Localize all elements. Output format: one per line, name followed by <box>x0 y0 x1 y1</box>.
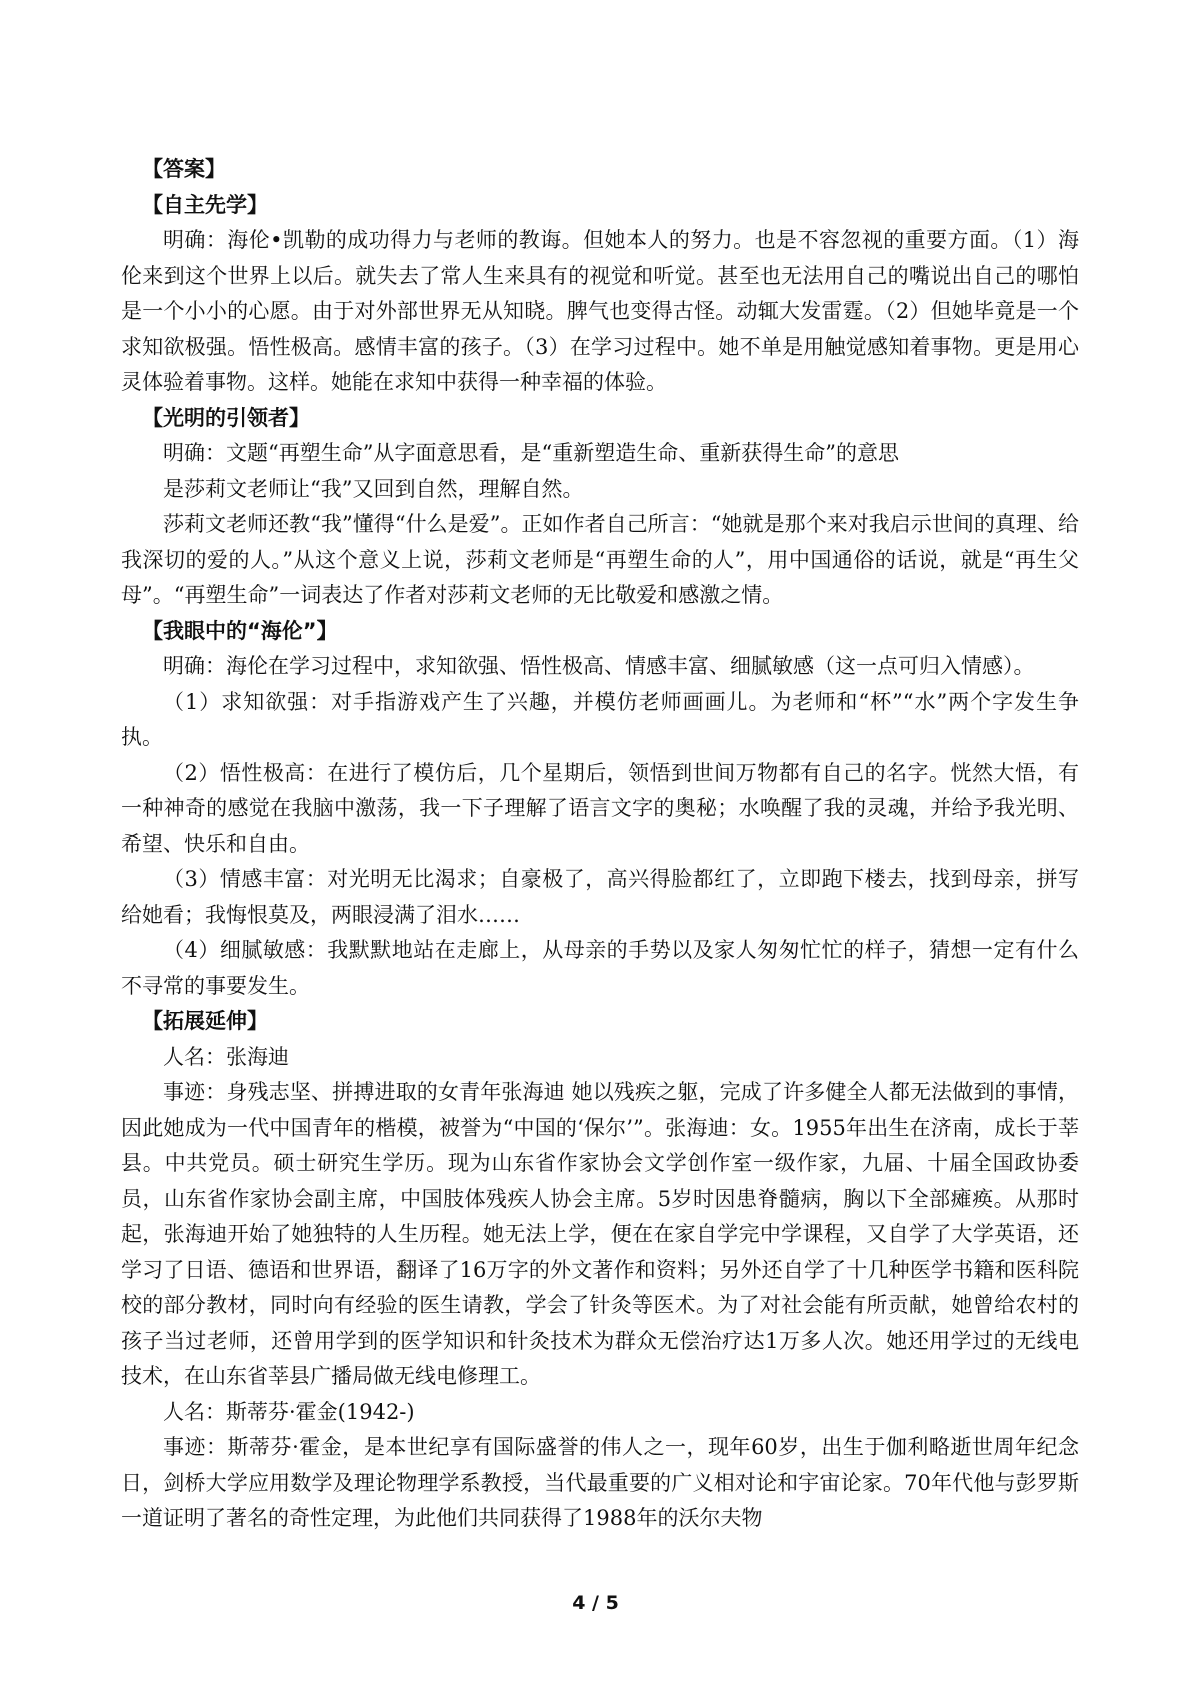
extension-heading: 【拓展延伸】 <box>142 1009 268 1033</box>
extension-person-2-name: 人名：斯蒂芬·霍金(1942-) <box>163 1399 415 1424</box>
helen-paragraph-1: 明确：海伦在学习过程中，求知欲强、悟性极高、情感丰富、细腻敏感（这一点可归入情感）。 <box>163 654 1035 678</box>
helen-heading: 【我眼中的“海伦”】 <box>142 618 338 643</box>
answer-heading: 【答案】 <box>142 157 226 181</box>
page-number: 4 / 5 <box>572 1592 619 1614</box>
self-study-paragraph: 明确：海伦•凯勒的成功得力与老师的教诲。但她本人的努力。也是不容忽视的重要方面。（1）海伦来到这个世界上以后。就失去了常人生来具有的视觉和听觉。甚至也无法用自己的嘴说出自己的哪怕是一个小小的心愿。由于对外部世界无从知晓。脾气也变得古怪。动辄大发雷霆。（2）但她毕竟是一个求知欲极强。悟性极高。感情丰富的孩子。（3）在学习过程中。她不单是用触觉感知着事物。更是用心灵体验着事物。这样。她能在求知中获得一种幸福的体验。 <box>121 228 1079 394</box>
guide-heading: 【光明的引领者】 <box>142 405 310 430</box>
helen-paragraph-3: （2）悟性极高：在进行了模仿后，几个星期后，领悟到世间万物都有自己的名字。恍然大悟，有一种神奇的感觉在我脑中激荡，我一下子理解了语言文字的奥秘；水唤醒了我的灵魂，并给予我光明、希望、快乐和自由。 <box>121 760 1079 856</box>
extension-person-1-deeds: 事迹：身残志坚、拼搏进取的女青年张海迪 她以残疾之躯，完成了许多健全人都无法做到的事情，因此她成为一代中国青年的楷模，被誉为“中国的‘保尔’”。张海迪：女。1955年出生在济南，成长于莘县。中共党员。硕士研究生学历。现为山东省作家协会文学创作室一级作家，九届、十届全国政协委员，山东省作家协会副主席，中国肢体残疾人协会主席。5岁时因患脊髓病，胸以下全部瘫痪。从那时起，张海迪开始了她独特的人生历程。她无法上学，便在在家自学完中学课程，又自学了大学英语，还学习了日语、德语和世界语，翻译了16万字的外文著作和资料；另外还自学了十几种医学书籍和医科院校的部分教材，同时向有经验的医生请教，学会了针灸等医术。为了对社会能有所贡献，她曾给农村的孩子当过老师，还曾用学到的医学知识和针灸技术为群众无偿治疗达1万多人次。她还用学过的无线电技术，在山东省莘县广播局做无线电修理工。 <box>121 1080 1079 1388</box>
helen-paragraph-4: （3）情感丰富：对光明无比渴求；自豪极了，高兴得脸都红了，立即跑下楼去，找到母亲，拼写给她看；我悔恨莫及，两眼浸满了泪水…… <box>121 867 1079 927</box>
guide-paragraph-2: 是莎莉文老师让“我”又回到自然，理解自然。 <box>163 476 584 501</box>
extension-person-2-deeds: 事迹：斯蒂芬·霍金，是本世纪享有国际盛誉的伟人之一，现年60岁，出生于伽利略逝世周年纪念日，剑桥大学应用数学及理论物理学系教授，当代最重要的广义相对论和宇宙论家。70年代他与彭罗斯一道证明了著名的奇性定理，为此他们共同获得了1988年的沃尔夫物 <box>121 1435 1079 1530</box>
document-page <box>121 152 1079 1537</box>
guide-paragraph-3: 莎莉文老师还教“我”懂得“什么是爱”。正如作者自己所言：“她就是那个来对我启示世间的真理、给我深切的爱的人。”从这个意义上说，莎莉文老师是“再塑生命的人”，用中国通俗的话说，就是“再生父母”。“再塑生命”一词表达了作者对莎莉文老师的无比敬爱和感激之情。 <box>121 512 1079 607</box>
self-study-heading: 【自主先学】 <box>142 192 268 217</box>
guide-paragraph-1: 明确：文题“再塑生命”从字面意思看，是“重新塑造生命、重新获得生命”的意思 <box>163 441 899 465</box>
helen-paragraph-5: （4）细腻敏感：我默默地站在走廊上，从母亲的手势以及家人匆匆忙忙的样子，猜想一定有什么不寻常的事要发生。 <box>121 938 1079 998</box>
extension-person-1-name: 人名：张海迪 <box>163 1044 289 1069</box>
helen-paragraph-2: （1）求知欲强：对手指游戏产生了兴趣，并模仿老师画画儿。为老师和“杯”“水”两个字发生争执。 <box>121 689 1079 749</box>
